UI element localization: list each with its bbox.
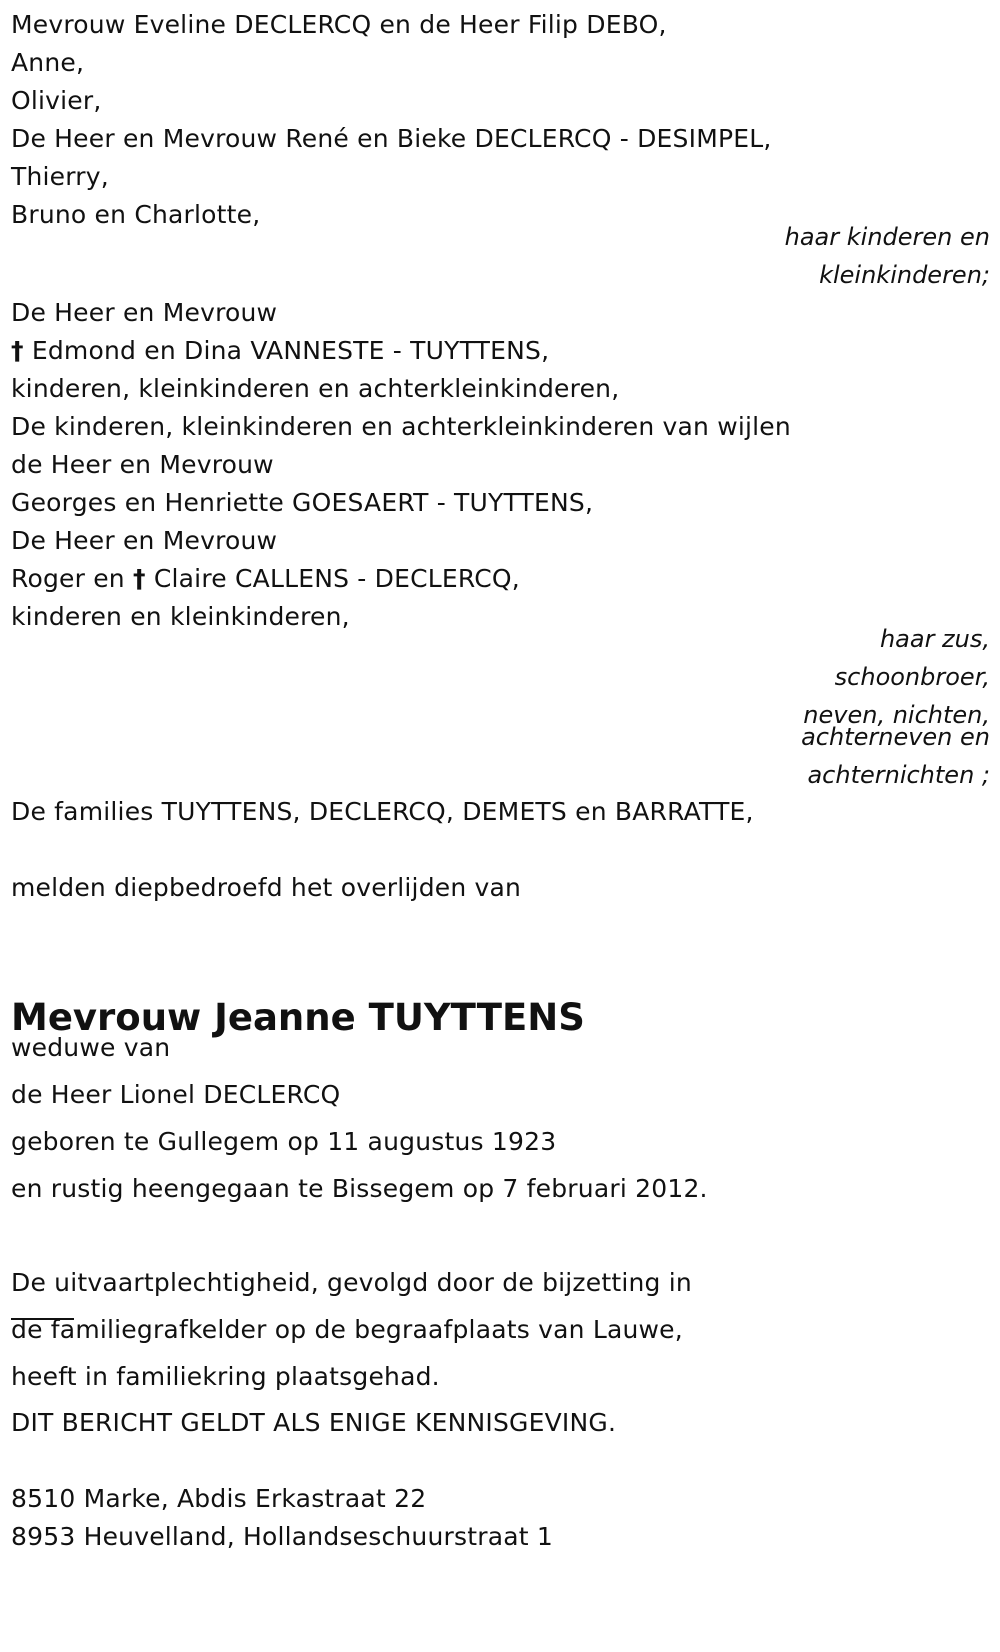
family-line	[11, 336, 549, 366]
role-children-line: kleinkinderen;	[819, 261, 990, 289]
address-line: 8953 Heuvelland, Hollandseschuurstraat 1	[11, 1522, 553, 1551]
role-siblings-line: achternichten ;	[807, 761, 990, 789]
cross-icon: †	[11, 336, 24, 365]
family-line-text: Roger en	[11, 564, 125, 593]
detail-line: geboren te Gullegem op 11 augustus 1923	[11, 1127, 557, 1156]
role-siblings-line: achterneven en	[801, 723, 990, 751]
ceremony-line: de familiegrafkelder op de begraafplaats van Lauwe,	[11, 1315, 683, 1344]
family-line: kinderen en kleinkinderen,	[11, 602, 350, 631]
deceased-name: Mevrouw Jeanne TUYTTENS	[11, 996, 585, 1039]
intro-line: Anne,	[11, 48, 85, 77]
announcement: melden diepbedroefd het overlijden van	[11, 873, 522, 902]
family-line: de Heer en Mevrouw	[11, 450, 274, 479]
detail-line: en rustig heengegaan te Bissegem op 7 februari 2012.	[11, 1174, 708, 1203]
address-line: 8510 Marke, Abdis Erkastraat 22	[11, 1484, 427, 1513]
family-line: De kinderen, kleinkinderen en achterkleinkinderen van wijlen	[11, 412, 791, 441]
intro-line: Olivier,	[11, 86, 102, 115]
role-siblings-line: haar zus,	[879, 625, 990, 653]
ceremony-line: heeft in familiekring plaatsgehad.	[11, 1362, 440, 1391]
family-line-text: Claire CALLENS - DECLERCQ,	[153, 564, 520, 593]
detail-line: weduwe van	[11, 1033, 171, 1062]
family-line: De Heer en Mevrouw	[11, 526, 278, 555]
family-line-text: Edmond en Dina VANNESTE - TUYTTENS,	[31, 336, 550, 365]
role-siblings-line: neven, nichten,	[803, 701, 990, 729]
family-line: Georges en Henriette GOESAERT - TUYTTENS,	[11, 488, 594, 517]
intro-line: Bruno en Charlotte,	[11, 200, 261, 229]
intro-line: De Heer en Mevrouw René en Bieke DECLERCQ - DESIMPEL,	[11, 124, 772, 153]
ceremony-line: De uitvaartplechtigheid, gevolgd door de bijzetting in	[11, 1268, 692, 1297]
families-line: De families TUYTTENS, DECLERCQ, DEMETS en BARRATTE,	[11, 797, 754, 826]
family-line: kinderen, kleinkinderen en achterkleinkinderen,	[11, 374, 620, 403]
ceremony-line: DIT BERICHT GELDT ALS ENIGE KENNISGEVING.	[11, 1408, 617, 1437]
family-line: De Heer en Mevrouw	[11, 298, 278, 327]
role-children-line: haar kinderen en	[784, 223, 990, 251]
intro-line: Mevrouw Eveline DECLERCQ en de Heer Filip DEBO,	[11, 10, 667, 39]
detail-line: de Heer Lionel DECLERCQ	[11, 1080, 341, 1109]
cross-icon: †	[133, 564, 146, 593]
intro-line: Thierry,	[11, 162, 109, 191]
family-line	[11, 564, 520, 594]
role-siblings-line: schoonbroer,	[834, 663, 990, 691]
